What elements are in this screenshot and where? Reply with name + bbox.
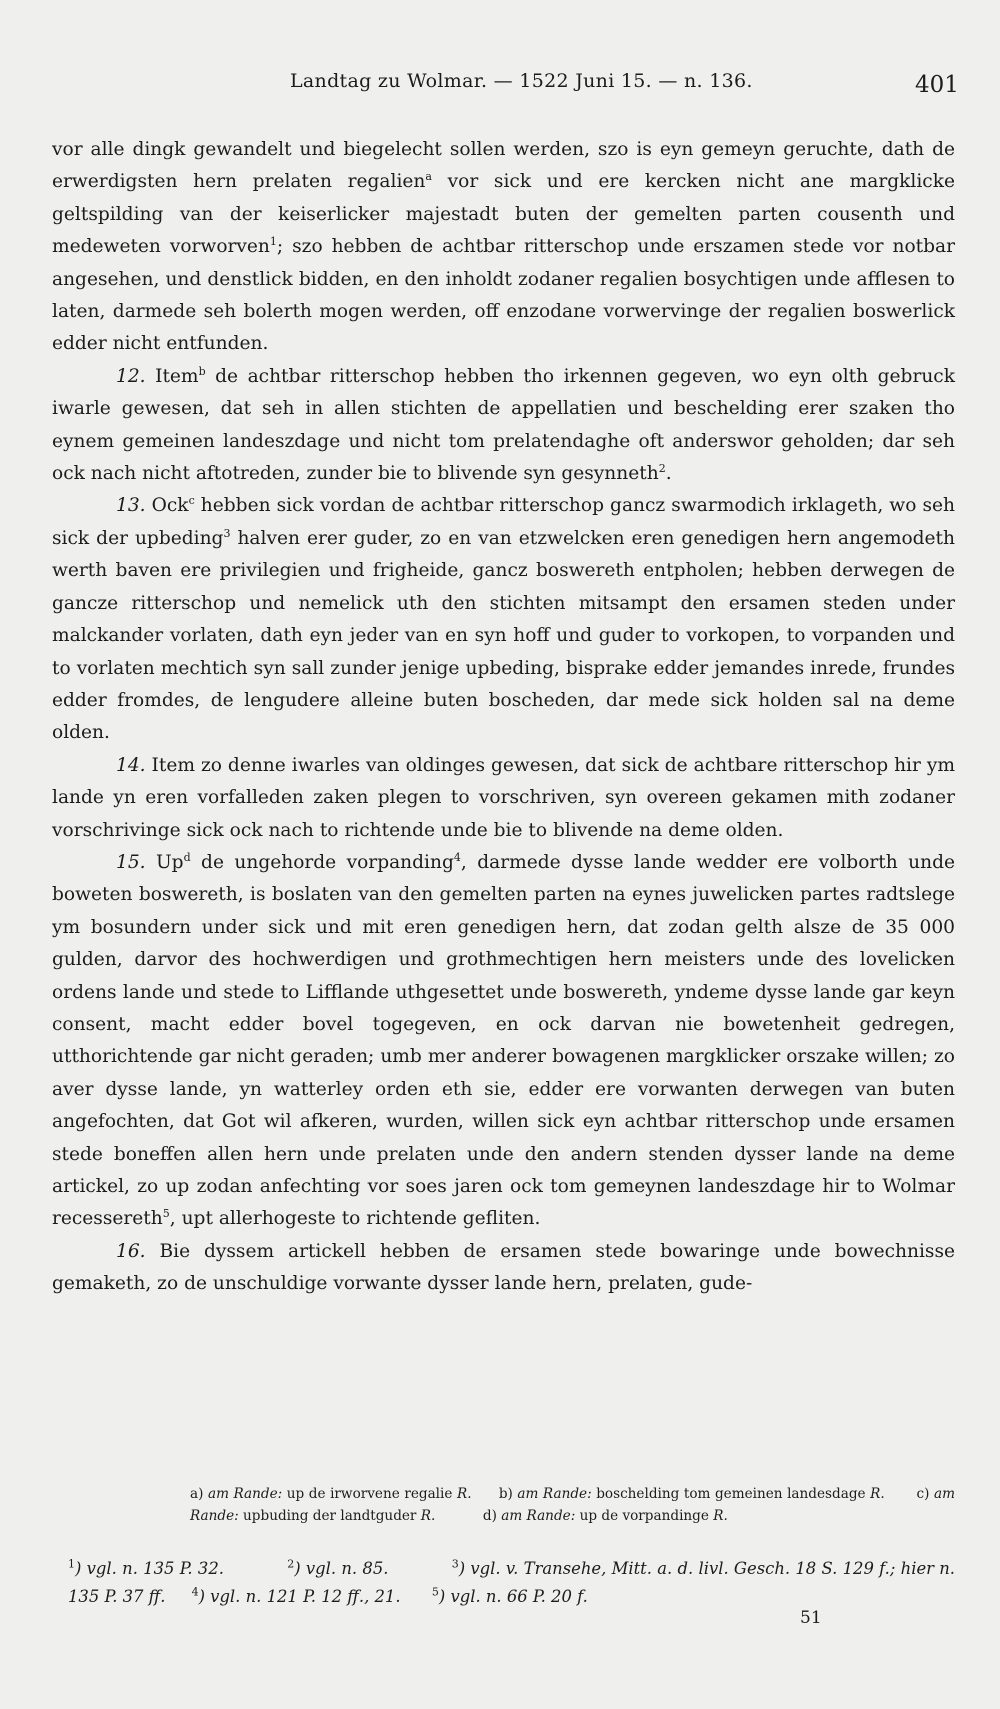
footnote-number-list xyxy=(68,1555,955,1611)
page-number: 401 xyxy=(915,72,959,98)
footnote-marker-3: 3 xyxy=(223,526,231,540)
footnotes-numbers xyxy=(68,1555,955,1611)
paragraph-16: 16. Bie dyssem artickell hebben de ersamen stede bowaringe unde bowechnisse gemaketh, zo de unschuldige vorwante dysser lande hern, prelaten, gude- xyxy=(52,1240,955,1295)
section-number: 14. xyxy=(116,754,146,776)
footnote-d: d) am Rande: up de vorpandinge R. xyxy=(482,1508,728,1524)
footnote-marker-2: 2 xyxy=(658,461,666,475)
footnote-2: $^2$) vgl. n. 85. xyxy=(287,1557,389,1578)
section-number: 15. xyxy=(116,851,146,873)
footnote-3: $^3$) vgl. v. Transehe, Mitt. a. d. livl. Gesch. 18 S. 129 f.; hier n. 135 P. 37 ff. xyxy=(68,1557,956,1606)
footnote-marker-a: a xyxy=(425,170,432,184)
paragraph-12: 12. Item$^b$ de achtbar ritterschop hebben tho irkennen gegeven, wo eyn olth gebruck iwarle gewesen, dat seh in allen stichten de appellatien und beschelding erer szaken tho eynem gemeinen landeszdage und nicht tom prelatendaghe oft anderswor geholden; dar seh ock nach nicht aftotreden, zunder bie to blivende syn gesynneth$^2$. xyxy=(52,364,955,485)
footnote-b: b) am Rande: boschelding tom gemeinen landesdage R. xyxy=(498,1486,885,1502)
footnote-1: $^1$) vgl. n. 135 P. 32. xyxy=(68,1557,224,1578)
footnote-marker-c: c xyxy=(188,494,195,508)
signature-mark: 51 xyxy=(800,1608,822,1628)
footnote-5: $^5$) vgl. n. 66 P. 20 f. xyxy=(431,1585,588,1606)
footnote-marker-d: d xyxy=(183,850,191,864)
running-head xyxy=(0,70,1000,100)
footnote-marker-5: 5 xyxy=(162,1207,170,1221)
footnote-a: a) am Rande: up de irworvene regalie R. xyxy=(190,1486,472,1502)
footnote-4: $^4$) vgl. n. 121 P. 12 ff., 21. xyxy=(191,1585,401,1606)
footnote-c: c) am Rande: upbuding der landtguder R. xyxy=(190,1486,955,1524)
section-number: 16. xyxy=(116,1240,146,1262)
paragraph-14: 14. Item zo denne iwarles van oldinges gewesen, dat sick de achtbare ritterschop hir ym lande yn eren vorfalleden zaken plegen to vorschriven, syn overeen gekamen mith zodaner vorschrivinge sick ock nach to richtende unde bie to blivende na deme olden. xyxy=(52,754,955,841)
paragraph-15: 15. Up$^d$ de ungehorde vorpanding$^4$, darmede dysse lande wedder ere volborth unde boweten boswereth, is boslaten van den gemelten parten na eynes juwelicken partes radtslege ym bosundern under sick und mit eren genedigen hern, dat zodan gelth alsze de 35 000 gulden, darvor des hochwerdigen und grothmechtigen hern meisters unde des lovelicken ordens lande und stede to Lifflande uthgesettet unde boswereth, yndeme dysse lande gar keyn consent, macht edder bovel togegeven, en ock darvan nie bowetenheit gedregen, utthorichtende gar nicht geraden; umb mer anderer bowagenen margklicker orszake willen; zo aver dysse lande, yn watterley orden eth sie, edder ere vorwanten derwegen van buten angefochten, dat Got wil afkeren, wurden, willen sick eyn achtbar ritterschop unde ersamen stede boneffen allen hern unde prelaten unde den andern stenden dysser lande na deme artickel, zo up zodan anfechting vor soes jaren ock tom gemeynen landeszdage hir to Wolmar recessereth$^5$, upt allerhogeste to richtende gefliten. xyxy=(52,850,955,1230)
body-text xyxy=(52,134,955,1301)
footnote-marker-1: 1 xyxy=(269,235,277,249)
footnote-letter-list xyxy=(190,1483,955,1527)
footnotes-letters xyxy=(190,1483,955,1527)
paragraph-13: 13. Ock$^c$ hebben sick vordan de achtbar ritterschop gancz swarmodich irklageth, wo seh sick der upbeding$^3$ halven erer guder, zo en van etzwelcken eren genedigen hern angemodeth werth baven ere privilegien und frigheide, gancz boswereth entpholen; hebben derwegen de gancze ritterschop und nemelick uth den stichten mitsampt den ersamen steden under malckander vorlaten, dath eyn jeder van en syn hoff und guder to vorkopen, to vorpanden und to vorlaten mechtich syn sall zunder jenige upbeding, bisprake edder jemandes inrede, frundes edder fromdes, de lengudere alleine buten boscheden, dar mede sick holden sal na deme olden. xyxy=(52,494,956,744)
running-title: Landtag zu Wolmar. — 1522 Juni 15. — n. 136. xyxy=(290,70,753,92)
footnote-marker-4: 4 xyxy=(453,850,461,864)
section-number: 12. xyxy=(116,365,146,387)
footnote-marker-b: b xyxy=(198,364,206,378)
section-number: 13. xyxy=(116,495,146,517)
paragraph-intro: vor alle dingk gewandelt und biegelecht sollen werden, szo is eyn gemeyn geruchte, dath de erwerdigsten hern prelaten regalien$^a$ vor sick und ere kercken nicht ane margklicke geltspilding van der keiserlicker majestadt buten der gemelten parten cousenth und medeweten vorworven$^1$; szo hebben de achtbar ritterschop unde erszamen stede vor notbar angesehen, und denstlick bidden, en den inholdt zodaner regalien bosychtigen unde afflesen to laten, darmede seh bolerth mogen werden, off enzodane vorwervinge der regalien boswerlick edder nicht entfunden. xyxy=(52,139,956,355)
